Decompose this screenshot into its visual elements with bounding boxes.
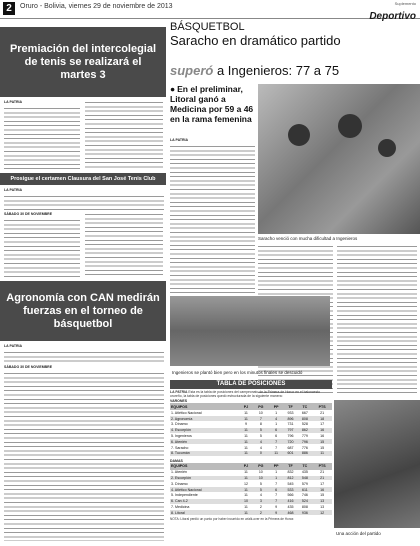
- table-cell: 779: [297, 433, 312, 439]
- page-number: 2: [3, 2, 15, 15]
- table-cell: 6. Atenién: [170, 439, 239, 445]
- body-text-col1: [170, 144, 255, 294]
- table-cell: 7. Medicina: [170, 504, 239, 510]
- table-cell: 11: [239, 439, 253, 445]
- table-cell: 862: [297, 427, 312, 433]
- table-cell: 667: [297, 410, 312, 415]
- action-photo: [334, 400, 420, 528]
- headline: Saracho en dramático partido: [170, 33, 341, 48]
- table-column-header: TF: [284, 403, 298, 410]
- game-photo-main: [258, 84, 420, 234]
- section-kicker: BÁSQUETBOL: [170, 21, 245, 33]
- table-cell: 832: [284, 470, 298, 475]
- table-cell: 545: [284, 481, 298, 487]
- table-cell: 11: [239, 410, 253, 415]
- table-cell: 13: [312, 498, 332, 504]
- table-cell: 579: [297, 481, 312, 487]
- table-cell: 4. Escorpión: [170, 427, 239, 433]
- table-intro-text: Esta es la tabla de posiciones del campeonato de la Primera de Honor en el baloncesto orureño, la tabla de posiciones quedó estructurada de la siguiente manera:: [170, 390, 320, 399]
- body-text-col3: [337, 244, 417, 394]
- table-cell: 11: [239, 475, 253, 481]
- table-cell: 4: [253, 439, 269, 445]
- table-cell: 416: [284, 498, 298, 504]
- table-column-header: PP: [269, 403, 284, 410]
- table-cell: 3. Dínamo: [170, 422, 239, 428]
- women-standings: [170, 463, 332, 516]
- schedule3-list: [4, 371, 164, 541]
- table-cell: 7. Saracho: [170, 445, 239, 451]
- banner2-kicker: LA PATRIA: [4, 188, 23, 192]
- table-cell: 11: [239, 445, 253, 451]
- table-cell: 10: [253, 470, 269, 475]
- table-note: NOTA: Litoral perdió un punto por haber incurrido en w/alk-over en la Primera de Honor.: [170, 517, 295, 522]
- table-cell: 5: [253, 487, 269, 493]
- table-column-header: PG: [253, 463, 269, 470]
- table-title: TABLA DE POSICIONES: [170, 380, 332, 389]
- table-cell: 6: [269, 487, 284, 493]
- table-column-header: TF: [284, 463, 298, 470]
- team-photo: [170, 296, 330, 366]
- bullet-text: En el preliminar, Litoral ganó a Medicina por 59 a 46 en la rama femenina: [170, 84, 254, 124]
- table-cell: 10: [253, 410, 269, 415]
- standings-table: [170, 380, 332, 521]
- table-cell: 12: [312, 510, 332, 516]
- table-cell: 435: [284, 504, 298, 510]
- table-cell: 5: [253, 481, 269, 487]
- table-cell: 797: [284, 427, 298, 433]
- table-cell: 5: [253, 433, 269, 439]
- table-cell: 4: [253, 445, 269, 451]
- table-cell: 6: [269, 427, 284, 433]
- table-cell: 731: [284, 422, 298, 428]
- table-cell: 7: [269, 445, 284, 451]
- bullet-summary: [170, 84, 258, 124]
- table-cell: 796: [284, 433, 298, 439]
- basketball-banner: Agronomía con CAN medirán fuerzas en el torneo de básquetbol: [0, 281, 166, 341]
- table-cell: 9: [269, 510, 284, 516]
- table-cell: 776: [297, 445, 312, 451]
- table-cell: 11: [239, 492, 253, 498]
- table-cell: 1: [269, 475, 284, 481]
- brand-supplement: Suplemento: [394, 1, 416, 6]
- table-cell: 566: [284, 492, 298, 498]
- table-cell: 4. Atlético Nacional: [170, 487, 239, 493]
- article3-text: [4, 350, 164, 362]
- table-cell: 8. Tucumán: [170, 450, 239, 456]
- table-cell: 1: [269, 422, 284, 428]
- table-cell: 886: [297, 450, 312, 456]
- table-cell: 7: [269, 481, 284, 487]
- table-cell: 15: [312, 439, 332, 445]
- dateline: Oruro - Bolivia, viernes 29 de noviembre de 2013: [20, 3, 173, 10]
- table-cell: 1. Atenién: [170, 470, 239, 475]
- table-cell: 11: [239, 510, 253, 516]
- schedule2-title: SÁBADO 30 DE NOVIEMBRE: [4, 212, 53, 216]
- table-cell: 528: [297, 422, 312, 428]
- sub-rest: a Ingenieros: 77 a 75: [213, 63, 340, 78]
- table-cell: 10: [253, 475, 269, 481]
- table-column-header: PJ: [239, 463, 253, 470]
- table-cell: 12: [239, 481, 253, 487]
- tennis-club-banner: Prosigue el certamen Clausura del San José Tenis Club: [0, 173, 166, 185]
- table-cell: 11: [269, 450, 284, 456]
- table-cell: 720: [284, 439, 298, 445]
- table-cell: 3. Dínamo: [170, 481, 239, 487]
- table-cell: 2. Escorpión: [170, 475, 239, 481]
- table-cell: 13: [312, 504, 332, 510]
- table-cell: 2. Agronomía: [170, 416, 239, 422]
- table-cell: 611: [297, 487, 312, 493]
- table-cell: 812: [284, 475, 298, 481]
- table-cell: 17: [312, 422, 332, 428]
- table-cell: 1: [269, 410, 284, 415]
- table-column-header: PTS: [312, 463, 332, 470]
- table-cell: 9: [269, 504, 284, 510]
- table-cell: 2: [253, 504, 269, 510]
- table-cell: 1: [269, 470, 284, 475]
- table-cell: 468: [284, 510, 298, 516]
- table-cell: 936: [297, 510, 312, 516]
- table-column-header: EQUIPOS: [170, 463, 239, 470]
- table-cell: 17: [312, 481, 332, 487]
- article1-text-col2: [85, 100, 163, 170]
- table-cell: 16: [312, 427, 332, 433]
- table-cell: 1. Atlético Nacional: [170, 410, 239, 415]
- table-cell: 11: [239, 427, 253, 433]
- table-cell: 5: [253, 427, 269, 433]
- table-cell: 8: [253, 422, 269, 428]
- table-cell: 21: [312, 475, 332, 481]
- table-column-header: PG: [253, 403, 269, 410]
- table-cell: 933: [284, 410, 298, 415]
- table-column-header: PJ: [239, 403, 253, 410]
- table-cell: 6. Can 4-2: [170, 498, 239, 504]
- brand-name: Deportivo: [369, 11, 416, 22]
- table-cell: 548: [297, 475, 312, 481]
- photo1-caption: Saracho venció con mucha dificultad a Ingenieros: [258, 236, 358, 241]
- table-row: [170, 510, 332, 516]
- schedule2-col2: [85, 212, 163, 278]
- subheadline: [170, 63, 339, 78]
- table-cell: 16: [312, 487, 332, 493]
- table-cell: 5. Independiente: [170, 492, 239, 498]
- men-heading: VARONES: [170, 399, 188, 404]
- table-cell: 7: [269, 439, 284, 445]
- table-cell: 601: [284, 450, 298, 456]
- table-cell: 687: [284, 445, 298, 451]
- banner1-kicker: LA PATRIA: [4, 100, 23, 104]
- table-cell: 0: [253, 450, 269, 456]
- table-cell: 11: [239, 487, 253, 493]
- tennis-banner: Premiación del intercolegial de tenis se realizará el martes 3: [0, 27, 166, 97]
- table-cell: 2: [253, 510, 269, 516]
- table-row: [170, 450, 332, 456]
- table-column-header: PTS: [312, 403, 332, 410]
- table-cell: 533: [284, 487, 298, 493]
- table-cell: 15: [312, 492, 332, 498]
- sub-keyword: superó: [170, 63, 214, 78]
- table-cell: 7: [253, 416, 269, 422]
- women-heading: DAMAS: [170, 458, 183, 463]
- table-cell: 4: [269, 416, 284, 422]
- table-column-header: TC: [297, 403, 312, 410]
- table-cell: 7: [269, 492, 284, 498]
- table-cell: 8. Litoral: [170, 510, 239, 516]
- article1-text-col1: [4, 106, 80, 170]
- table-column-header: PP: [269, 463, 284, 470]
- table-cell: 11: [239, 416, 253, 422]
- schedule2-col1: [4, 218, 80, 278]
- table-cell: 9: [239, 422, 253, 428]
- table-cell: 6: [269, 433, 284, 439]
- schedule3-title: SÁBADO 30 DE NOVIEMBRE: [4, 365, 53, 369]
- table-cell: 4: [253, 492, 269, 498]
- table-cell: 21: [312, 410, 332, 415]
- table-cell: 796: [297, 439, 312, 445]
- photo3-caption: Una acción del partido: [336, 531, 381, 536]
- table-cell: 524: [297, 498, 312, 504]
- table-cell: 21: [312, 470, 332, 475]
- table-cell: 435: [297, 470, 312, 475]
- table-intro: [170, 389, 332, 399]
- table-column-header: EQUIPOS: [170, 403, 239, 410]
- table-cell: 808: [297, 416, 312, 422]
- table-cell: 3: [253, 498, 269, 504]
- banner3-kicker: LA PATRIA: [4, 344, 23, 348]
- brand-logo: [346, 1, 416, 22]
- photo2-caption: Ingenieros se plantó bien pero en los minutos finales se descuidó: [172, 370, 303, 375]
- table-cell: 808: [297, 504, 312, 510]
- men-standings: [170, 403, 332, 456]
- table-intro-kicker: LA PATRIA: [170, 390, 188, 394]
- table-cell: 7: [269, 498, 284, 504]
- table-cell: 16: [312, 433, 332, 439]
- table-cell: 896: [284, 416, 298, 422]
- table-cell: 10: [239, 498, 253, 504]
- table-cell: 11: [239, 470, 253, 475]
- table-cell: 15: [312, 445, 332, 451]
- body-kicker: LA PATRIA: [170, 138, 189, 142]
- table-cell: 11: [239, 504, 253, 510]
- table-column-header: TC: [297, 463, 312, 470]
- table-cell: 11: [239, 433, 253, 439]
- table-cell: 18: [312, 416, 332, 422]
- bullet-icon: ●: [170, 84, 176, 94]
- table-cell: 746: [297, 492, 312, 498]
- table-cell: 5. Ingenieros: [170, 433, 239, 439]
- article2-text: [4, 194, 164, 210]
- table-cell: 11: [239, 450, 253, 456]
- table-cell: 11: [312, 450, 332, 456]
